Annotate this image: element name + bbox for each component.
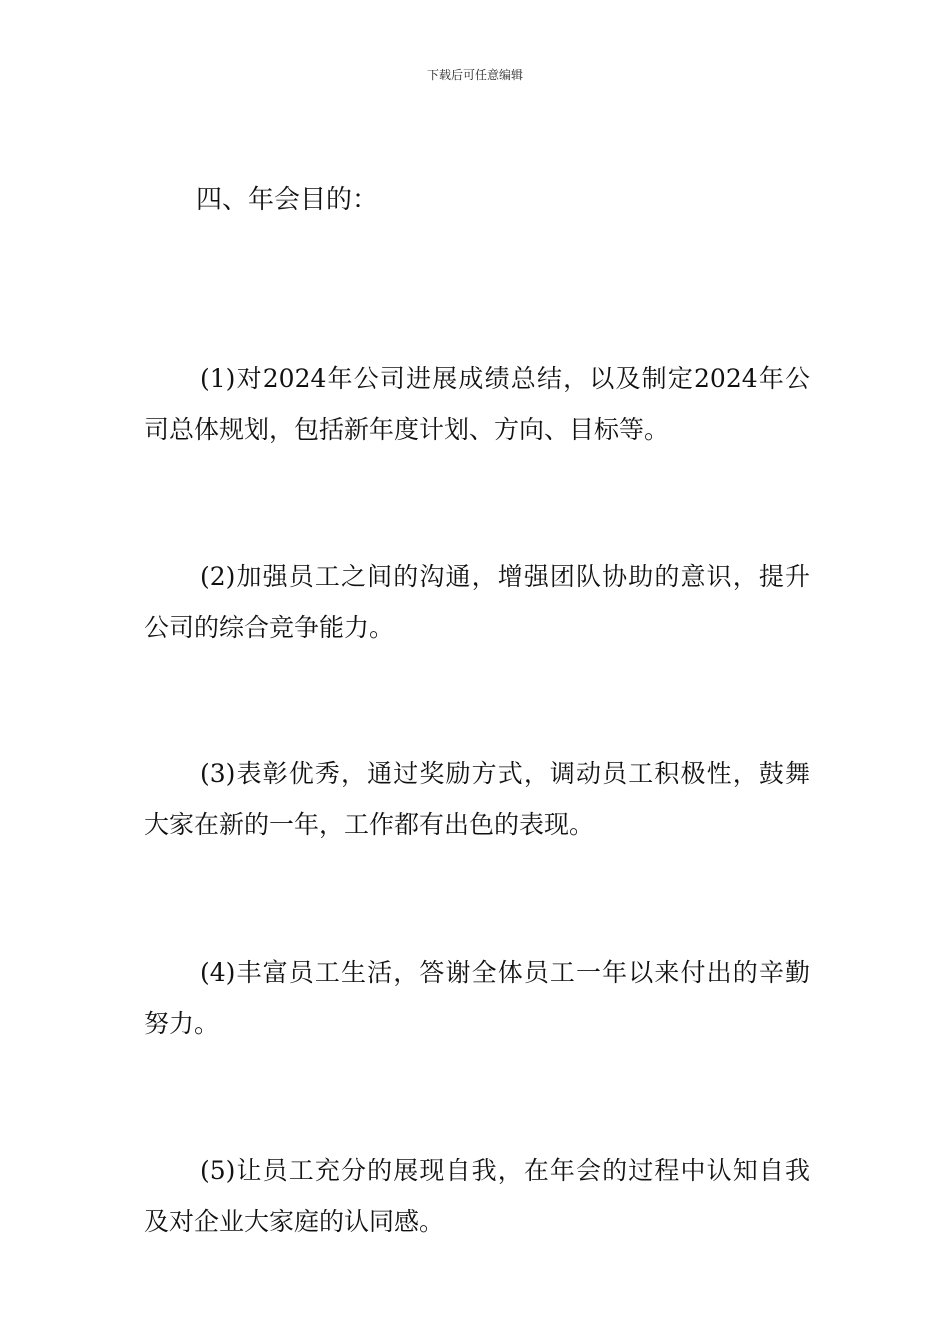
paragraph-2: (2)加强员工之间的沟通，增强团队协助的意识，提升公司的综合竞争能力。 — [144, 562, 810, 642]
header-note: 下载后可任意编辑 — [426, 68, 523, 82]
paragraph-4: (4)丰富员工生活，答谢全体员工一年以来付出的辛勤努力。 — [144, 958, 810, 1038]
paragraph-5: (5)让员工充分的展现自我，在年会的过程中认知自我及对企业大家庭的认同感。 — [144, 1156, 810, 1236]
section-heading: 四、年会目的： — [196, 185, 379, 215]
paragraph-1: (1)对2024年公司进展成绩总结，以及制定2024年公司总体规划，包括新年度计划、方向、目标等。 — [144, 364, 810, 444]
paragraph-3: (3)表彰优秀，通过奖励方式，调动员工积极性，鼓舞大家在新的一年，工作都有出色的表现。 — [144, 759, 810, 839]
